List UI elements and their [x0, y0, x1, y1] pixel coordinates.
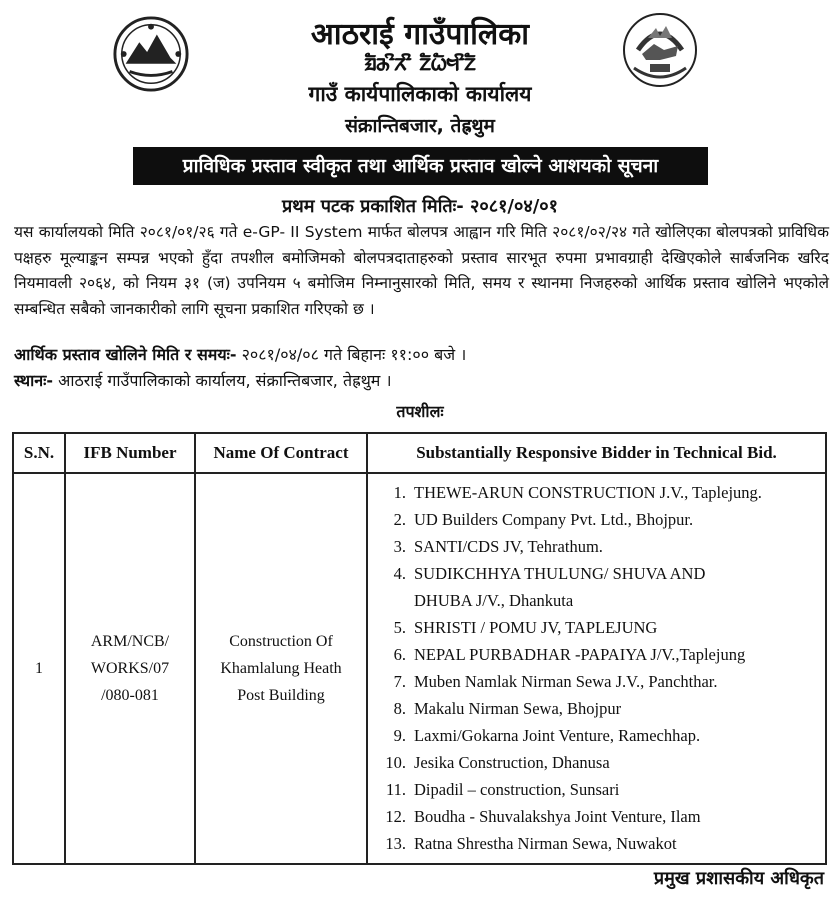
office-address: संक्रान्तिबजार, तेह्रथुम	[345, 115, 495, 137]
contract-line: Construction Of	[229, 633, 333, 650]
letterhead	[0, 0, 840, 145]
list-item	[368, 749, 825, 776]
place-line	[14, 369, 392, 391]
opening-value: २०८१/०४/०८ गते बिहानः ११:०० बजे ।	[236, 345, 467, 364]
cell-ifb	[65, 473, 195, 864]
table-row	[13, 473, 826, 864]
bidder-name: Muben Namlak Nirman Sewa J.V., Panchthar.	[414, 672, 718, 691]
bidder-number: 4.	[393, 564, 406, 583]
bidder-number: 13.	[385, 834, 406, 853]
bidder-name: DHUBA J/V., Dhankuta	[414, 591, 574, 610]
bidder-number: 2.	[393, 510, 406, 529]
opening-label: आर्थिक प्रस्ताव खोलिने मिति र समयः-	[14, 345, 237, 364]
place-value: आठराई गाउँपालिकाको कार्यालय, संक्रान्तिबजार, तेह्रथुम ।	[53, 371, 392, 390]
cell-sn: 1	[13, 473, 65, 864]
bidder-name: UD Builders Company Pvt. Ltd., Bhojpur.	[414, 510, 694, 529]
list-item	[368, 560, 825, 587]
col-header-contract: Name Of Contract	[195, 433, 367, 473]
contract-line: Khamlalung Heath	[220, 660, 342, 677]
signatory-title: प्रमुख प्रशासकीय अधिकृत	[653, 868, 824, 889]
cell-bidders	[367, 473, 826, 864]
list-item	[368, 641, 825, 668]
municipality-name-limbu: ᤀᤠᤌᤡᤖᤡ ᤁᤠᤐᤠᤗᤡᤁᤠ	[364, 47, 476, 76]
list-item	[368, 614, 825, 641]
bidder-number: 3.	[393, 537, 406, 556]
bidder-number: 9.	[393, 726, 406, 745]
bidder-number: 1.	[393, 483, 406, 502]
bidder-name: Dipadil – construction, Sunsari	[414, 780, 620, 799]
contract-line: Post Building	[237, 687, 325, 704]
bidder-number	[368, 587, 414, 614]
ifb-line: WORKS/07	[90, 660, 170, 677]
details-heading: तपशीलः	[396, 402, 444, 421]
list-item	[368, 668, 825, 695]
bidder-name: Ratna Shrestha Nirman Sewa, Nuwakot	[414, 834, 677, 853]
table-header-row	[13, 433, 826, 473]
publish-date: प्रथम पटक प्रकाशित मितिः- २०८१/०४/०१	[281, 196, 559, 217]
list-item	[368, 587, 825, 614]
list-item	[368, 803, 825, 830]
bidder-name: Jesika Construction, Dhanusa	[414, 753, 610, 772]
bidder-number: 10.	[385, 753, 406, 772]
notice-body: यस कार्यालयको मिति २०८१/०१/२६ गते e-GP- II System मार्फत बोलपत्र आह्वान गरि मिति २०८१/०२/२४ गते खोलिएका बोलपत्रको प्राविधिक पक्षहरु मूल्याङ्कन सम्पन्न भएको हुँदा तपशील बमोजिमको बोलपत्रदाताहरुको प्रस्ताव सारभूत रुपमा प्रभावग्राही देखिएकोले सार्बजनिक खरिद नियमावली २०६४, को नियम ३१ (ज) उपनियम ५ बमोजिम निम्नानुसारको मिति, समय र स्थानमा निजहरुको आर्थिक प्रस्ताव खोलिने भएकोले सम्बन्धित सबैको जानकारीको लागि सूचना प्रकाशित गरिएको छ ।	[14, 223, 829, 318]
col-header-bidders: Substantially Responsive Bidder in Technical Bid.	[367, 433, 826, 473]
bidder-number: 6.	[393, 645, 406, 664]
notice-title-banner: प्राविधिक प्रस्ताव स्वीकृत तथा आर्थिक प्रस्ताव खोल्ने आशयको सूचना	[133, 147, 708, 185]
bidder-name: THEWE-ARUN CONSTRUCTION J.V., Taplejung.	[414, 483, 762, 502]
cell-contract	[195, 473, 367, 864]
municipality-name: आठराई गाउँपालिका	[310, 17, 530, 52]
bidder-number: 7.	[393, 672, 406, 691]
opening-datetime-line	[14, 343, 466, 365]
place-label: स्थानः-	[14, 371, 54, 390]
bidder-name: SUDIKCHHYA THULUNG/ SHUVA AND	[414, 564, 706, 583]
col-header-sn: S.N.	[13, 433, 65, 473]
list-item	[368, 533, 825, 560]
office-name: गाउँ कार्यपालिकाको कार्यालय	[308, 82, 532, 106]
bidder-list	[368, 479, 825, 857]
bidder-number: 8.	[393, 699, 406, 718]
bidder-table	[12, 432, 827, 865]
bidder-number: 11.	[385, 780, 406, 799]
bidder-name: SHRISTI / POMU JV, TAPLEJUNG	[414, 618, 658, 637]
list-item	[368, 722, 825, 749]
list-item	[368, 830, 825, 857]
list-item	[368, 776, 825, 803]
bidder-name: SANTI/CDS JV, Tehrathum.	[414, 537, 603, 556]
list-item	[368, 695, 825, 722]
bidder-number: 12.	[385, 807, 406, 826]
list-item	[368, 506, 825, 533]
bidder-name: Makalu Nirman Sewa, Bhojpur	[414, 699, 622, 718]
bidder-name: Boudha - Shuvalakshya Joint Venture, Ilam	[414, 807, 701, 826]
bidder-name: Laxmi/Gokarna Joint Venture, Ramechhap.	[414, 726, 701, 745]
list-item	[368, 479, 825, 506]
ifb-line: /080-081	[101, 687, 159, 704]
bidder-number: 5.	[393, 618, 406, 637]
ifb-line: ARM/NCB/	[90, 633, 170, 650]
col-header-ifb: IFB Number	[65, 433, 195, 473]
bidder-name: NEPAL PURBADHAR -PAPAIYA J/V.,Taplejung	[414, 645, 746, 664]
